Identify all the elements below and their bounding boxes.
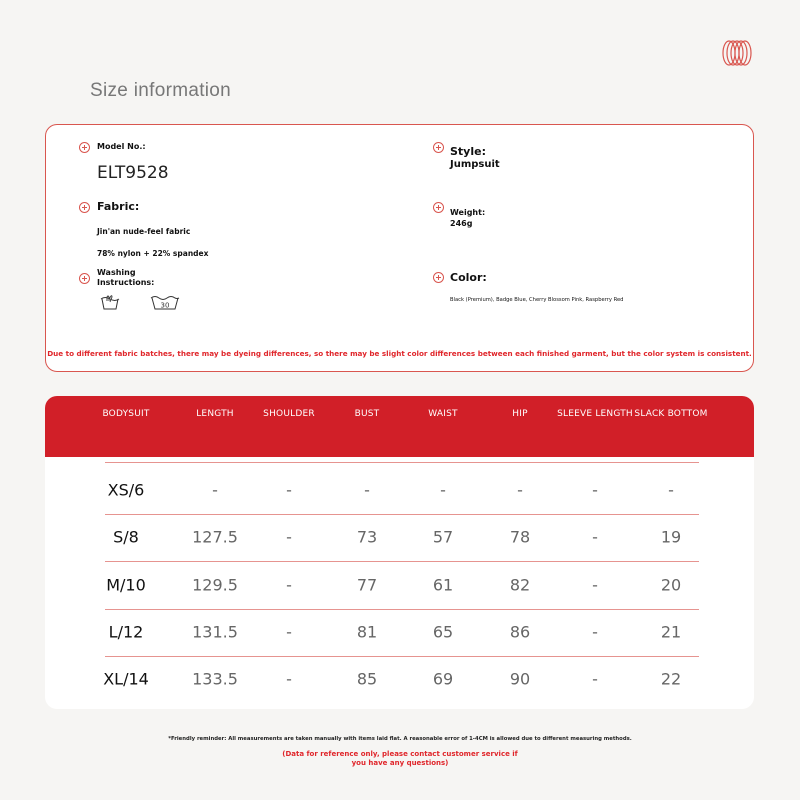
hand-wash-icon [100,293,120,311]
measurement-cell: 86 [509,622,531,642]
measurement-cell: 82 [509,575,531,595]
wash-temperature: 30 [160,301,170,310]
fabric-line-2: 78% nylon + 22% spandex [97,249,209,258]
measurement-cell: 90 [509,669,531,689]
measurement-reminder: *Friendly reminder: All measurements are taken manually with items laid flat. A reasonable error of 1-4CM is allowed due to different measuring methods. [168,736,632,742]
plus-circle-icon [433,202,444,213]
measurement-cell: - [440,480,446,500]
header-sleeve-length: SLEEVE LENGTH [557,409,633,419]
measurement-cell: 81 [356,622,378,642]
measurement-cell: - [592,480,598,500]
product-info-card [45,124,754,372]
plus-circle-icon [433,272,444,283]
size-cell: L/12 [108,622,144,642]
size-cell: S/8 [113,527,139,547]
header-shoulder: SHOULDER [263,409,315,419]
fabric-label: Fabric: [97,200,140,213]
model-value: ELT9528 [97,163,169,183]
washing-label-2: Instructions: [97,278,155,287]
size-cell: M/10 [106,575,146,595]
measurement-cell: 77 [356,575,378,595]
measurement-cell: 57 [432,527,454,547]
row-divider [105,462,699,463]
measurement-cell: - [668,480,674,500]
measurement-cell: - [592,575,598,595]
table-row [45,513,754,561]
measurement-cell: - [286,480,292,500]
measurement-cell: 61 [432,575,454,595]
table-row [45,655,754,703]
header-slack-bottom: SLACK BOTTOM [634,409,708,419]
measurement-cell: - [286,669,292,689]
section-title: Size information [90,80,232,101]
color-label: Color: [450,271,487,284]
table-header [45,396,754,457]
measurement-cell: 131.5 [192,622,238,642]
plus-circle-icon [433,142,444,153]
washing-label-1: Washing [97,268,136,277]
measurement-cell: 129.5 [192,575,238,595]
measurement-cell: - [517,480,523,500]
measurement-cell: - [286,527,292,547]
measurement-cell: - [592,622,598,642]
measurement-cell: - [286,575,292,595]
header-hip: HIP [512,409,528,419]
measurement-cell: 127.5 [192,527,238,547]
plus-circle-icon [79,202,90,213]
measurement-cell: 19 [660,527,682,547]
measurement-cell: 133.5 [192,669,238,689]
header-bodysuit: BODYSUIT [102,409,150,419]
measurement-cell: 20 [660,575,682,595]
measurement-cell: - [592,669,598,689]
size-table [45,396,754,709]
reference-disclaimer: (Data for reference only, please contact customer service if you have any questions) [282,750,518,767]
plus-circle-icon [79,142,90,153]
weight-label: Weight: [450,208,486,217]
measurement-cell: 73 [356,527,378,547]
measurement-cell: 65 [432,622,454,642]
measurement-cell: 69 [432,669,454,689]
dyeing-notice: Due to different fabric batches, there may be dyeing differences, so there may be slight color differences between each finished garment, but the color system is consistent. [47,349,752,358]
measurement-cell: 22 [660,669,682,689]
header-bust: BUST [354,409,380,419]
wash-30-icon [150,293,180,311]
size-cell: XL/14 [103,669,149,689]
rings-logo-icon [720,38,754,68]
table-row [45,466,754,514]
weight-value: 246g [450,219,473,228]
style-label: Style: [450,145,486,158]
table-row [45,561,754,609]
measurement-cell: 85 [356,669,378,689]
measurement-cell: - [592,527,598,547]
header-waist: WAIST [428,409,458,419]
measurement-cell: - [212,480,218,500]
plus-circle-icon [79,273,90,284]
size-cell: XS/6 [107,480,145,500]
fabric-line-1: Jin'an nude-feel fabric [97,227,191,236]
measurement-cell: - [286,622,292,642]
measurement-cell: 21 [660,622,682,642]
measurement-cell: - [364,480,370,500]
header-length: LENGTH [196,409,234,419]
table-row [45,608,754,656]
style-value: Jumpsuit [450,159,500,170]
measurement-cell: 78 [509,527,531,547]
color-value: Black (Premium), Badge Blue, Cherry Blossom Pink, Raspberry Red [450,297,624,303]
model-label: Model No.: [97,142,146,151]
